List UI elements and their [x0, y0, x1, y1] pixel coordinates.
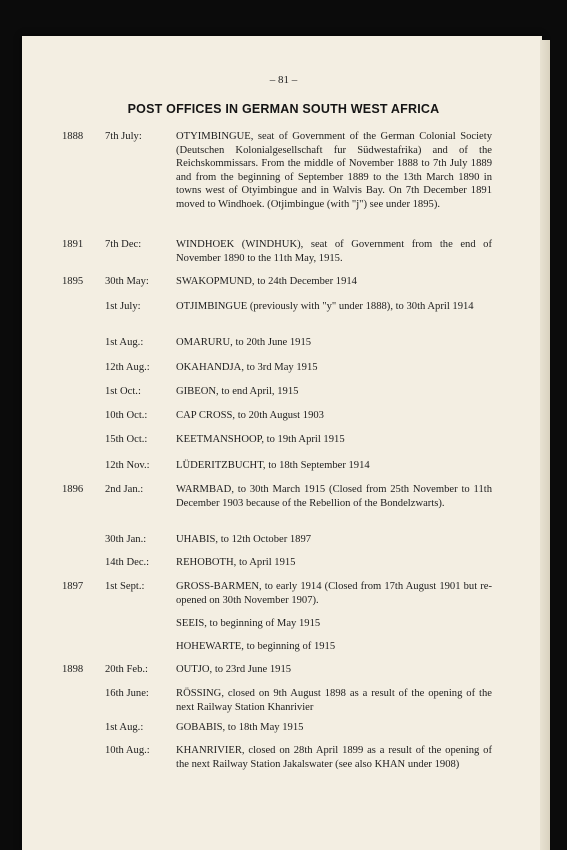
entry-date: 10th Oct.:: [105, 410, 148, 421]
entry-text: OKAHANDJA, to 3rd May 1915: [176, 362, 318, 373]
entry-date: 1st July:: [105, 301, 141, 312]
entry-text: OTYIMBINGUE, seat of Government of the German Colonial Society (Deutschen Kolonialgesellschaft fur Südwestafrika) and of the Reichskommissars. From the middle of November 1888 to 7th July 1889 and from the beginning of September 1889 to the 13th March 1890 in towns west of Otyimbingue and in Walvis Bay. On 7th December 1891 moved to Windhoek. (Otjimbingue (with "j") see under 1895).: [176, 131, 492, 210]
entry-text: OMARURU, to 20th June 1915: [176, 337, 312, 348]
entry-year: 1888: [62, 131, 84, 142]
entry-date: 12th Nov.:: [105, 460, 150, 471]
entry-date: 15th Oct.:: [105, 434, 148, 445]
entry-text: GROSS-BARMEN, to early 1914 (Closed from 17th August 1901 but re-opened on 30th November 1907).: [176, 581, 492, 606]
entry-date: 1st Aug.:: [105, 337, 144, 348]
entry-date: 30th May:: [105, 276, 149, 287]
entry-year: 1895: [62, 276, 84, 287]
entry-text: OUTJO, to 23rd June 1915: [176, 664, 292, 675]
entry-date: 7th Dec:: [105, 239, 142, 250]
page-number: – 81 –: [269, 74, 298, 86]
entry-text: RÖSSING, closed on 9th August 1898 as a result of the opening of the next Railway Station Khanrivier: [176, 688, 492, 713]
entry-text: GOBABIS, to 18th May 1915: [176, 722, 304, 733]
entry-text: CAP CROSS, to 20th August 1903: [176, 410, 324, 421]
entry-year: 1897: [62, 581, 84, 592]
entry-text: UHABIS, to 12th October 1897: [176, 534, 312, 545]
entry-text: WINDHOEK (WINDHUK), seat of Government from the end of November 1890 to the 11th May, 1915.: [176, 239, 492, 264]
entry-date: 14th Dec.:: [105, 557, 150, 568]
entry-year: 1891: [62, 239, 84, 250]
entry-text: GIBEON, to end April, 1915: [176, 386, 299, 397]
entry-date: 7th July:: [105, 131, 142, 142]
entry-date: 1st Oct.:: [105, 386, 141, 397]
entry-text: REHOBOTH, to April 1915: [176, 557, 296, 568]
entry-date: 20th Feb.:: [105, 664, 148, 675]
entry-year: 1898: [62, 664, 84, 675]
entry-text: WARMBAD, to 30th March 1915 (Closed from 25th November to 11th December 1903 because of the Rebellion of the Bondelzwarts).: [176, 484, 492, 509]
entry-date: 10th Aug.:: [105, 745, 150, 756]
entry-text: KHANRIVIER, closed on 28th April 1899 as a result of the opening of the next Railway Station Jakalswater (see also KHAN under 1908): [176, 745, 492, 770]
page-edge: [540, 40, 550, 850]
entry-date: 30th Jan.:: [105, 534, 147, 545]
entry-text: HOHEWARTE, to beginning of 1915: [176, 641, 336, 652]
page-title: POST OFFICES IN GERMAN SOUTH WEST AFRICA: [127, 102, 440, 116]
entry-date: 12th Aug.:: [105, 362, 150, 373]
entry-text: LÜDERITZBUCHT, to 18th September 1914: [176, 460, 370, 471]
entry-date: 1st Aug.:: [105, 722, 144, 733]
entry-text: OTJIMBINGUE (previously with "y" under 1888), to 30th April 1914: [176, 301, 474, 312]
entry-year: 1896: [62, 484, 84, 495]
entry-text: SEEIS, to beginning of May 1915: [176, 618, 321, 629]
entry-date: 2nd Jan.:: [105, 484, 144, 495]
entry-text: KEETMANSHOOP, to 19th April 1915: [176, 434, 345, 445]
entry-date: 16th June:: [105, 688, 149, 699]
entry-text: SWAKOPMUND, to 24th December 1914: [176, 276, 357, 287]
entry-date: 1st Sept.:: [105, 581, 145, 592]
